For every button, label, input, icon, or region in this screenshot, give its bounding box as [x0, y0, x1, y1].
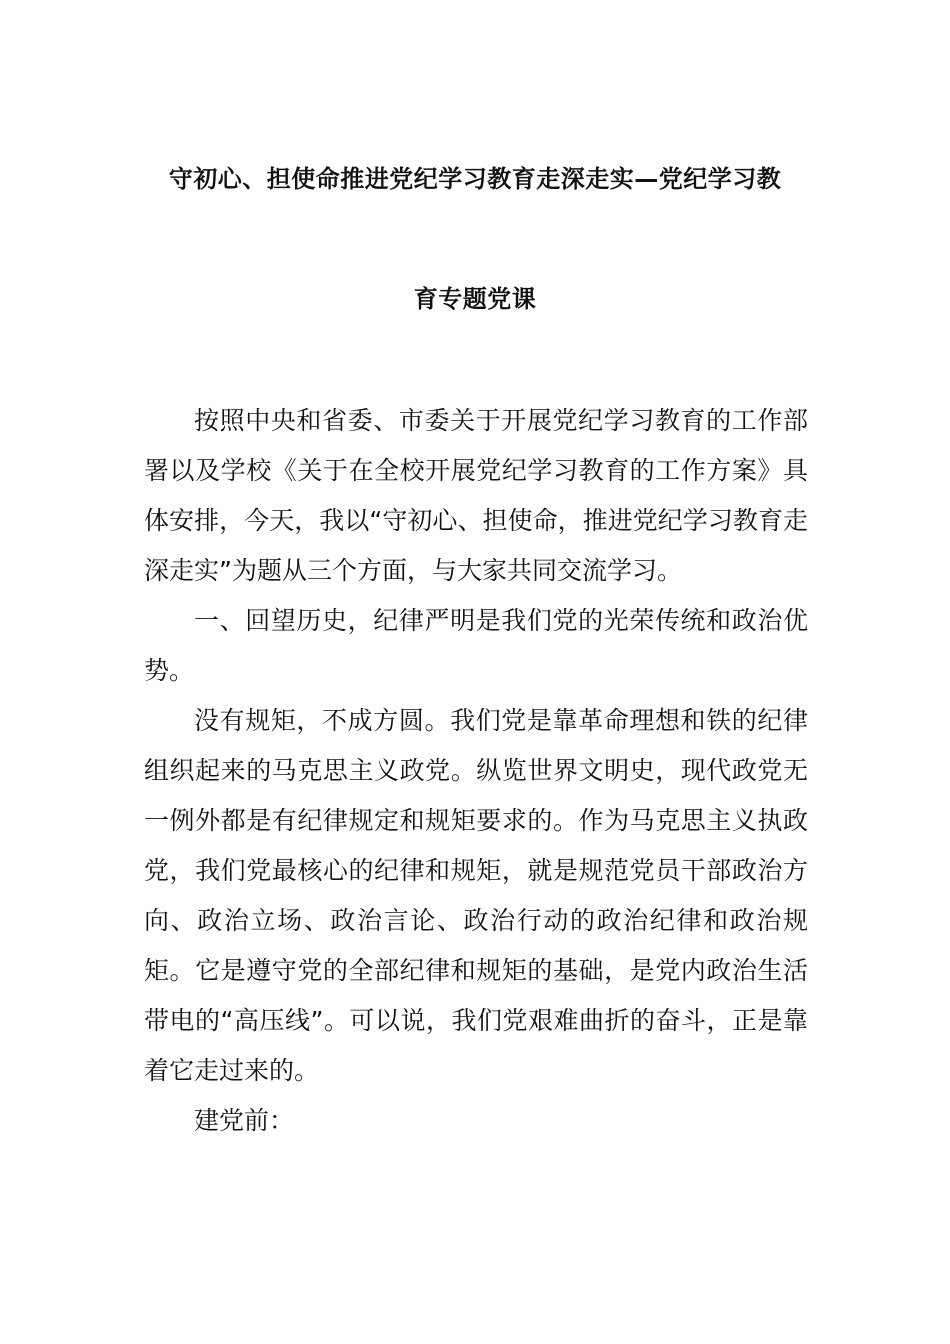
- document-body: [144, 396, 808, 1146]
- paragraph-discipline: 没有规矩，不成方圆。我们党是靠革命理想和铁的纪律组织起来的马克思主义政党。纵览世界文明史，现代政党无一例外都是有纪律规定和规矩要求的。作为马克思主义执政党，我们党最核心的纪律和规矩，就是规范党员干部政治方向、政治立场、政治言论、政治行动的政治纪律和政治规矩。它是遵守党的全部纪律和规矩的基础，是党内政治生活带电的“高压线”。可以说，我们党艰难曲折的奋斗，正是靠着它走过来的。: [144, 706, 808, 1085]
- document-title-line-2: 育专题党课: [413, 285, 537, 313]
- paragraph-before-founding: 建党前：: [194, 1106, 295, 1135]
- paragraph-intro: 按照中央和省委、市委关于开展党纪学习教育的工作部署以及学校《关于在全校开展党纪学习教育的工作方案》具体安排，今天，我以“守初心、担使命，推进党纪学习教育走深走实”为题从三个方面，与大家共同交流学习。: [144, 406, 808, 585]
- document-title-line-1: 守初心、担使命推进党纪学习教育走深走实—党纪学习教: [168, 165, 782, 193]
- paragraph-section-heading: 一、回望历史，纪律严明是我们党的光荣传统和政治优势。: [144, 606, 808, 685]
